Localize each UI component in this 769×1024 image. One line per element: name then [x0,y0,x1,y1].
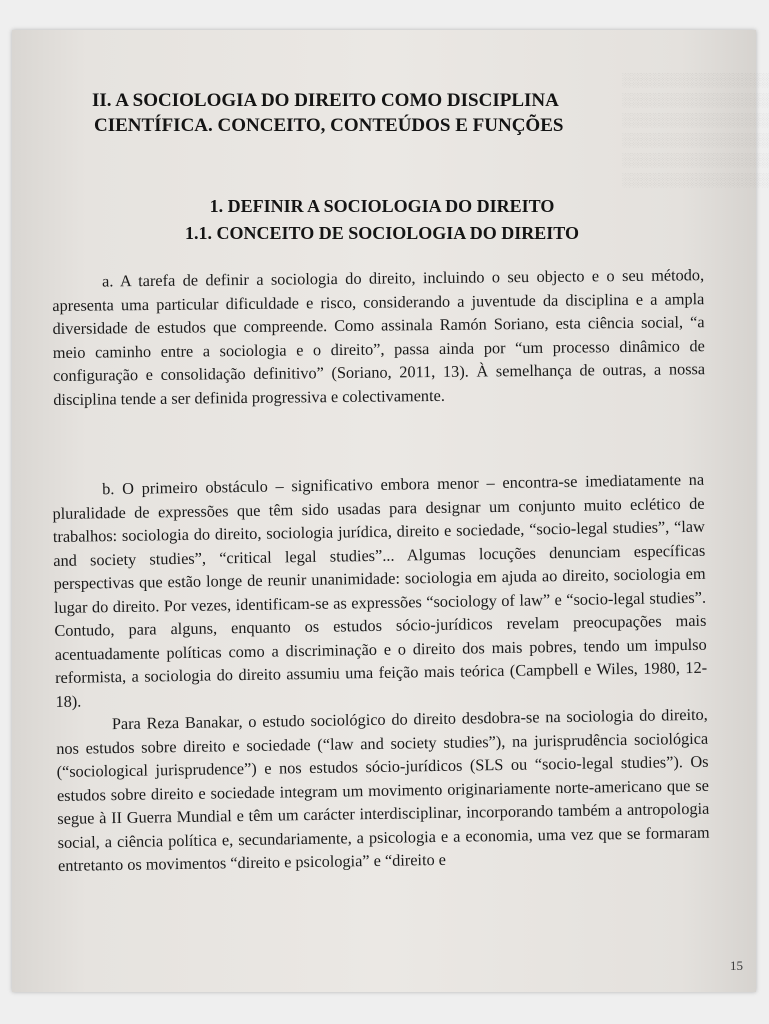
section-heading-2: 1.1. CONCEITO DE SOCIOLOGIA DO DIREITO [185,223,579,243]
chapter-title-line2: CIENTÍFICA. CONCEITO, CONTEÚDOS E FUNÇÕES [94,115,564,136]
paragraph-c: Para Reza Banakar, o estudo sociológico do direito desdobra-se na sociologia do direito, nos estudos sobre direito e sociedade (“law and society studies”), na jurisprudência sociológica (“sociological jurisprudence”) e nos estudos sócio-jurídicos (SLS ou “socio-legal studies”). Os estudos sobre direito e sociedade integram um movimento originariamente norte-americano que se segue à II Guerra Mundial e têm um carácter interdisciplinar, incorporando também a antropologia social, a ciência política e, secundariamente, a psicologia e a economia, uma vez que se formaram entretanto os movimentos “direito e psicologia” e “direito e [56,704,710,875]
bleed-through-text: ░░░░░░░░░░░░░░░░ ░░░░░░░░░░░░░░░░ ░░░░░░░░░░░░░░░░ ░░░░░░░░░░░░░░░░ ░░░░░░░░░░░░░░░░ ░░░░░░░░░░░░░░░░ [622,72,769,187]
section-headings [122,193,642,247]
paragraph-b-block [52,468,710,878]
section-heading-1: 1. DEFINIR A SOCIOLOGIA DO DIREITO [209,196,555,216]
chapter-title-line1: II. A SOCIOLOGIA DO DIREITO COMO DISCIPLINA [92,90,559,111]
chapter-title [92,88,692,138]
paragraph-b: b. O primeiro obstáculo – significativo embora menor – encontra-se imediatamente na pluralidade de expressões que têm sido usadas para designar um conjunto muito eclético de trabalhos: sociologia do direito, sociologia jurídica, direito e sociedade, “socio-legal studies”, “law and society studies”, “critical legal studies”... Algumas locuções denunciam específicas perspectivas que estão longe de reunir unanimidade: sociologia em ajuda ao direito, sociologia em lugar do direito. Por vezes, identificam-se as expressões “sociology of law” e “socio-legal studies”. Contudo, para alguns, enquanto os estudos sócio-jurídicos revelam preocupações mais acentuadamente políticas como a discriminação e o direito dos mais pobres, tendo um impulso reformista, a sociologia do direito assumiu uma feição mais teórica (Campbell e Wiles, 1980, 12-18). [52,469,708,711]
book-page [12,30,769,992]
page-number: 15 [730,958,743,973]
paragraph-a: a. A tarefa de definir a sociologia do direito, incluindo o seu objecto e o seu método, apresenta uma particular dificuldade e risco, considerando a juventude da disciplina e a ampla diversidade de estudos que compreende. Como assinala Ramón Soriano, esta ciência social, “a meio caminho entre a sociologia e o direito”, passa ainda por “um processo dinâmico de configuração e consolidação definitivo” (Soriano, 2011, 13). À semelhança de outras, a nossa disciplina tende a ser definida progressiva e colectivamente. [52,265,706,409]
paragraph-a-block [52,263,705,411]
